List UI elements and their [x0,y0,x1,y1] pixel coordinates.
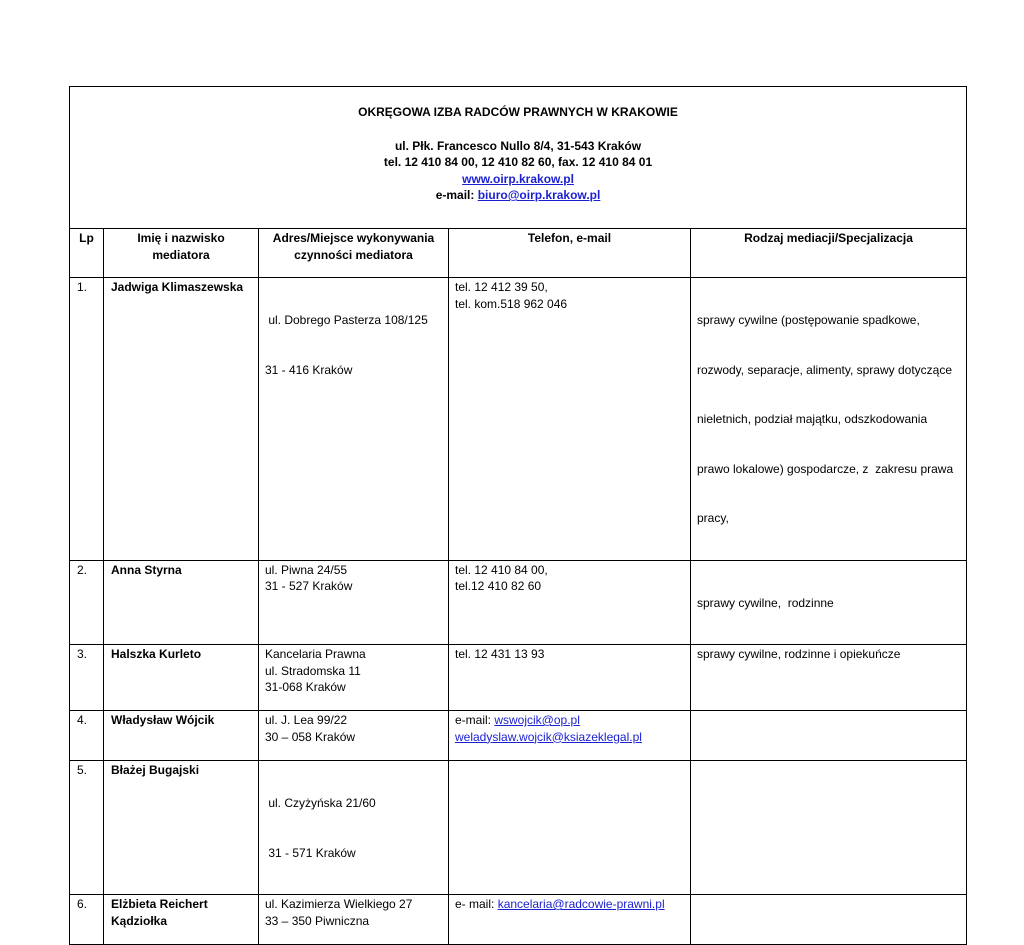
table-row [70,761,967,895]
mediator-specialization [691,761,967,895]
email-link[interactable]: wswojcik@op.pl [494,713,580,727]
mediator-contact [449,895,691,945]
header-phones: tel. 12 410 84 00, 12 410 82 60, fax. 12 410 84 01 [383,155,653,169]
header-address: ul. Płk. Francesco Nullo 8/4, 31-543 Kraków [394,138,642,153]
row-number: 4. [70,711,104,761]
mediator-specialization [691,711,967,761]
mediator-contact [449,711,691,761]
mediator-address: Kancelaria Prawna ul. Stradomska 11 31-068 Kraków [259,645,449,711]
mediators-document [69,86,966,945]
header-email-line [76,187,960,204]
email-link[interactable]: biuro@oirp.krakow.pl [477,188,601,202]
header-row [70,87,967,229]
mediator-address: ul. Kazimierza Wielkiego 27 33 – 350 Piwniczna [259,895,449,945]
mediator-name: Anna Styrna [104,560,259,645]
row-number: 2. [70,560,104,645]
website-link[interactable]: www.oirp.krakow.pl [462,171,574,186]
row-number: 6. [70,895,104,945]
table-row [70,560,967,645]
mediator-specialization: sprawy cywilne (postępowanie spadkowe, rozwody, separacje, alimenty, sprawy dotyczące nieletnich, podział majątku, odszkodowania prawo lokalowe) gospodarcze, z zakresu prawa pracy, [691,278,967,561]
mediator-specialization: sprawy cywilne, rodzinne i opiekuńcze [691,645,967,711]
mediator-contact [449,761,691,895]
email-link[interactable]: kancelaria@radcowie-prawni.pl [497,897,665,911]
table-row [70,645,967,711]
mediator-contact: tel. 12 412 39 50, tel. kom.518 962 046 [449,278,691,561]
mediator-name: Halszka Kurleto [104,645,259,711]
column-header-row [70,229,967,278]
col-specialization-header: Rodzaj mediacji/Specjalizacja [691,229,967,278]
col-address-header: Adres/Miejsce wykonywania czynności mediatora [259,229,449,278]
mediator-specialization [691,895,967,945]
mediator-address: ul. Czyżyńska 21/60 31 - 571 Kraków [259,761,449,895]
mediator-name: Błażej Bugajski [104,761,259,895]
mediator-address: ul. Dobrego Pasterza 108/125 31 - 416 Kraków [259,278,449,561]
row-number: 3. [70,645,104,711]
table-row [70,278,967,561]
table-row [70,895,967,945]
header-cell [70,87,967,229]
col-name-header: Imię i nazwisko mediatora [104,229,259,278]
mediator-specialization: sprawy cywilne, rodzinne [691,560,967,645]
mediator-name: Elżbieta Reichert Kądziołka [104,895,259,945]
mediator-contact: tel. 12 431 13 93 [449,645,691,711]
email-prefix: e- mail: [455,897,498,911]
mediator-address: ul. J. Lea 99/22 30 – 058 Kraków [259,711,449,761]
col-contact-header: Telefon, e-mail [449,229,691,278]
mediator-name: Władysław Wójcik [104,711,259,761]
email-label: e-mail: [435,188,475,202]
row-number: 1. [70,278,104,561]
mediator-name: Jadwiga Klimaszewska [104,278,259,561]
mediator-address: ul. Piwna 24/55 31 - 527 Kraków [259,560,449,645]
table-row [70,711,967,761]
email-link[interactable]: weladyslaw.wojcik@ksiazeklegal.pl [455,729,642,744]
email-prefix: e-mail: [455,713,495,727]
document-title: OKRĘGOWA IZBA RADCÓW PRAWNYCH W KRAKOWIE [358,105,678,119]
mediators-table [69,86,967,945]
mediator-contact: tel. 12 410 84 00, tel.12 410 82 60 [449,560,691,645]
col-lp-header: Lp [70,229,104,278]
row-number: 5. [70,761,104,895]
